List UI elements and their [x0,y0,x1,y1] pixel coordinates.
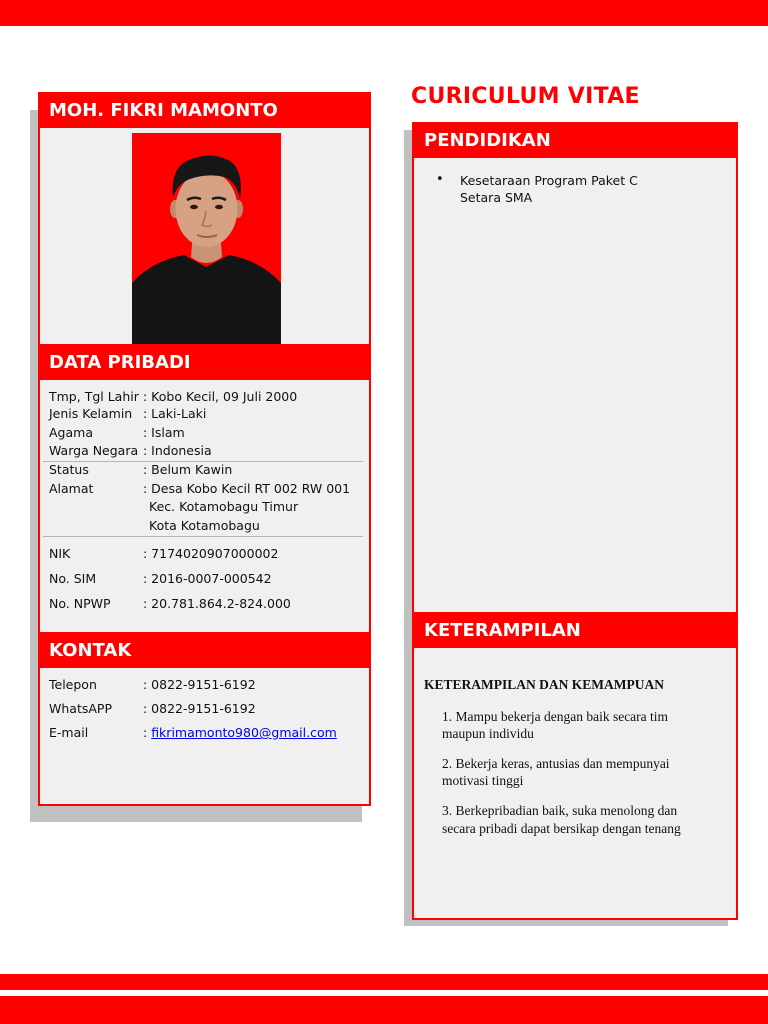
id-label: No. SIM [49,571,97,586]
contact-label: Telepon [49,677,97,692]
bullet-icon: • [436,172,444,187]
data-pribadi-header [38,344,371,380]
data-row-value: : Laki-Laki [143,406,207,421]
email-link[interactable]: fikrimamonto980@gmail.com [151,725,337,740]
contact-label: WhatsAPP [49,701,112,716]
right-card [412,122,738,920]
email-prefix: : [143,725,152,740]
data-row-label: Tmp, Tgl Lahir [49,389,139,404]
education-line: Kesetaraan Program Paket C [460,173,638,188]
portrait-photo-icon [132,133,281,345]
id-value: : 2016-0007-000542 [143,571,272,586]
address-line-2: Kec. Kotamobagu Timur [149,499,299,514]
data-row-value: : Indonesia [143,443,212,458]
skill-line: 1. Mampu bekerja dengan baik secara tim [442,709,669,724]
skill-line: motivasi tinggi [442,773,524,788]
data-row-value: : Desa Kobo Kecil RT 002 RW 001 [143,481,351,496]
skill-item [442,708,668,742]
education-line: Setara SMA [460,190,533,205]
whatsapp-value: : 0822-9151-6192 [143,701,256,716]
kontak-heading: KONTAK [49,639,132,661]
data-row-value: : Kobo Kecil, 09 Juli 2000 [143,389,298,404]
data-row-label: Agama [49,425,93,440]
cv-title: CURICULUM VITAE [411,84,640,109]
data-pribadi-heading: DATA PRIBADI [49,351,191,373]
skills-subheading: KETERAMPILAN DAN KEMAMPUAN [424,677,664,692]
bottom-red-bar-thick [0,996,768,1024]
skill-line: 2. Bekerja keras, antusias dan mempunyai [442,756,670,771]
id-label: No. NPWP [49,596,111,611]
address-line-3: Kota Kotamobagu [149,518,260,533]
data-row-label: Warga Negara [49,443,139,458]
keterampilan-header [412,612,738,648]
skill-item [442,802,681,838]
contact-label: E-mail [49,725,89,740]
skill-line: secara pribadi dapat bersikap dengan tenang [442,821,681,836]
skill-line: 3. Berkepribadian baik, suka menolong dan [442,803,678,818]
phone-value: : 0822-9151-6192 [143,677,256,692]
name-header [38,92,371,128]
pendidikan-header [412,122,738,158]
pendidikan-heading: PENDIDIKAN [424,129,551,151]
top-red-bar [0,0,768,26]
data-row-label: Alamat [49,481,94,496]
kontak-header [38,632,371,668]
bottom-red-bar-thin [0,974,768,990]
keterampilan-heading: KETERAMPILAN [424,619,581,641]
data-row-label: Jenis Kelamin [49,406,133,421]
id-label: NIK [49,546,71,561]
profile-photo [132,133,281,345]
id-value: : 20.781.864.2-824.000 [143,596,291,611]
skill-item [442,755,670,789]
data-row-label: Status [49,462,89,477]
data-row-value: : Islam [143,425,185,440]
data-row-value: : Belum Kawin [143,462,233,477]
divider [43,536,363,537]
id-value: : 7174020907000002 [143,546,279,561]
person-name: MOH. FIKRI MAMONTO [49,99,278,121]
skill-line: maupun individu [442,726,534,741]
